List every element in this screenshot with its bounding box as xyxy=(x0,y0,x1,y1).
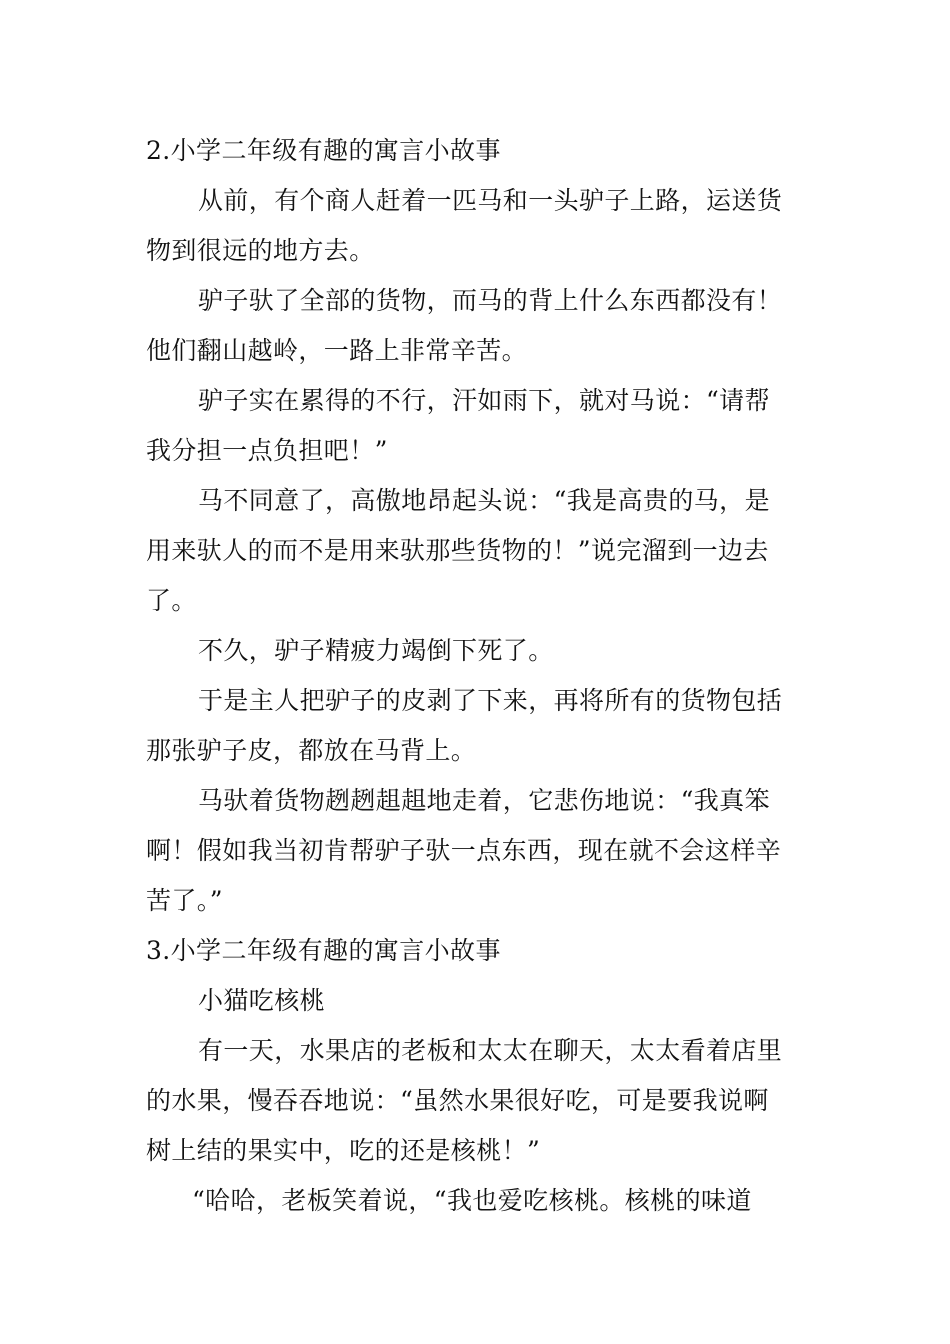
story-title: 小猫吃核桃 xyxy=(198,986,326,1015)
paragraph-line: 用来驮人的而不是用来驮那些货物的！”说完溜到一边去 xyxy=(146,536,769,565)
paragraph-line: 不久，驴子精疲力竭倒下死了。 xyxy=(198,636,554,665)
section-heading: 2.小学二年级有趣的寓言小故事 xyxy=(146,136,501,165)
paragraph-line: 树上结的果实中，吃的还是核桃！” xyxy=(146,1136,541,1165)
paragraph-line: 物到很远的地方去。 xyxy=(146,236,375,265)
paragraph-line: 从前，有个商人赶着一匹马和一头驴子上路，运送货 xyxy=(198,186,783,215)
paragraph-line: “哈哈，老板笑着说，“我也爱吃核桃。核桃的味道 xyxy=(192,1186,752,1215)
paragraph-line: 马驮着货物趔趔趄趄地走着，它悲伤地说：“我真笨 xyxy=(198,786,770,815)
section-heading: 3.小学二年级有趣的寓言小故事 xyxy=(146,936,501,965)
paragraph-line: 苦了。” xyxy=(146,886,223,915)
document-body xyxy=(146,126,806,1226)
paragraph-line: 啊！假如我当初肯帮驴子驮一点东西，现在就不会这样辛 xyxy=(146,836,782,865)
paragraph-line: 马不同意了，高傲地昂起头说：“我是高贵的马，是 xyxy=(198,486,770,515)
paragraph-line: 于是主人把驴子的皮剥了下来，再将所有的货物包括 xyxy=(198,686,783,715)
paragraph-line: 驴子实在累得的不行，汗如雨下，就对马说：“请帮 xyxy=(198,386,770,415)
paragraph-line: 他们翻山越岭，一路上非常辛苦。 xyxy=(146,336,528,365)
paragraph-line: 的水果，慢吞吞地说：“虽然水果很好吃，可是要我说啊 xyxy=(146,1086,769,1115)
paragraph-line: 我分担一点负担吧！” xyxy=(146,436,388,465)
paragraph-line: 了。 xyxy=(146,586,197,615)
paragraph-line: 有一天，水果店的老板和太太在聊天，太太看着店里 xyxy=(198,1036,783,1065)
paragraph-line: 驴子驮了全部的货物，而马的背上什么东西都没有！ xyxy=(198,286,783,315)
paragraph-line: 那张驴子皮，都放在马背上。 xyxy=(146,736,477,765)
